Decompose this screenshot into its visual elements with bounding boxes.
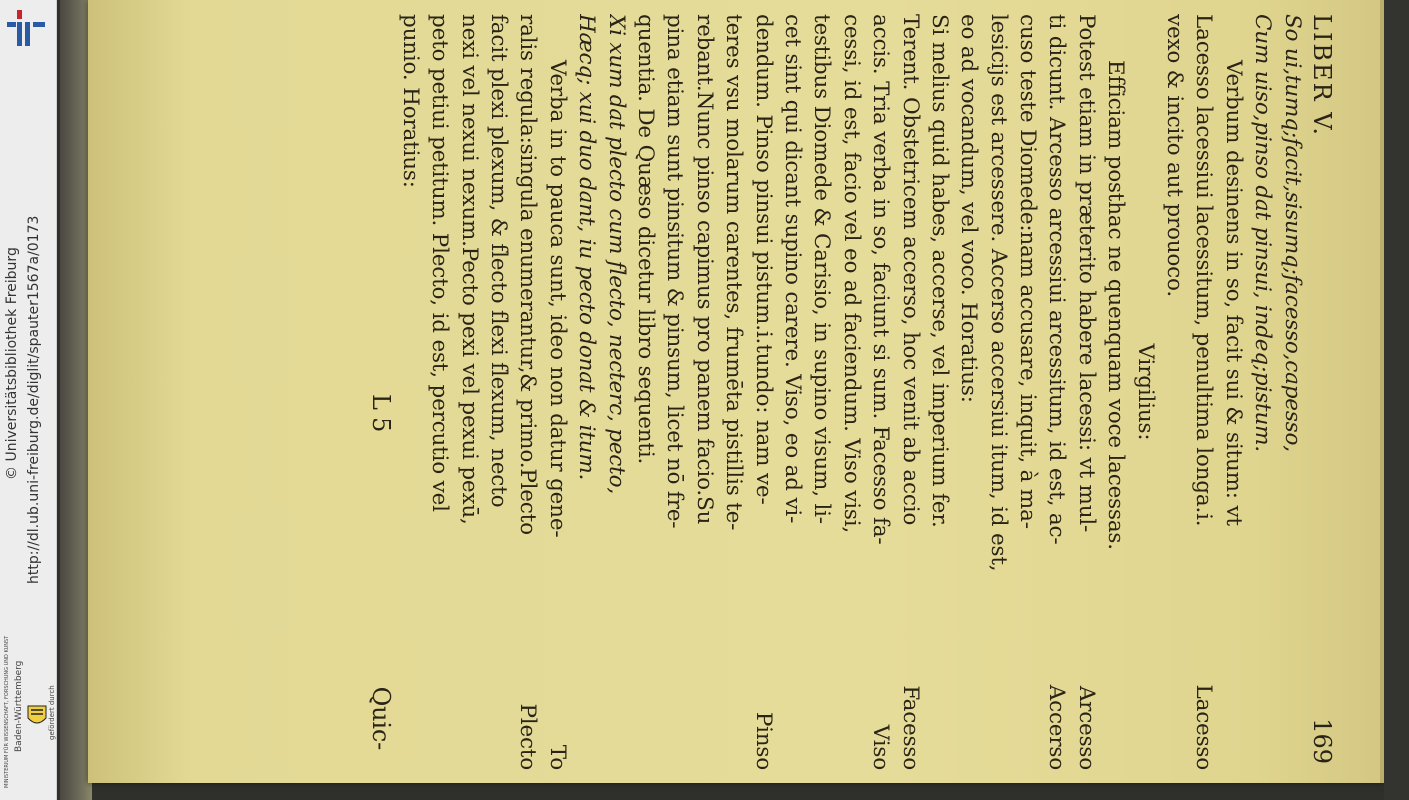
- line-text: Efficiam posthac ne quenquam voce lacessas.: [1103, 60, 1129, 550]
- line-text: Terent. Obstetricem accerso, hoc venit ab accio: [897, 14, 923, 526]
- library-logo-icon[interactable]: [3, 8, 49, 54]
- line-text: Verba in to pauca sunt, ideo non datur gene-: [544, 60, 570, 538]
- margin-note: Pinso: [750, 711, 776, 770]
- line-text: Si melius quid habes, accerse, vel imperium fer.: [926, 14, 952, 528]
- margin-note: Lacesso: [1191, 684, 1217, 770]
- line-text: rebant.Nunc pinso capimus pro panem facio.Su: [691, 14, 717, 525]
- page-text-frame: [300, 0, 1340, 780]
- sponsor-line-2: Baden-Württemberg: [14, 660, 24, 752]
- line-text: pina etiam sunt pinsitum & pinsum, licet nō fre-: [662, 14, 688, 529]
- viewer-sidebar: [0, 0, 57, 800]
- running-header: [1307, 14, 1336, 770]
- margin-note: Viso: [868, 724, 894, 770]
- text-line: [454, 14, 483, 770]
- line-text: Verbum desinens in so, facit sui & situm: vt: [1220, 60, 1246, 526]
- text-lines: [396, 14, 1307, 770]
- text-line: [1189, 14, 1218, 770]
- text-line: [1248, 14, 1277, 770]
- text-line: [1160, 14, 1189, 770]
- text-line: [484, 14, 513, 770]
- line-text: Xi xum dat plecto cum flecto, necterc, pecto,: [603, 14, 629, 494]
- line-text: dendum. Pinso pinsui pistum.i.tundo: nam ve-: [750, 14, 776, 505]
- text-line: [542, 14, 571, 770]
- sponsor-block: [2, 635, 56, 795]
- sponsor-line-4: MINISTERIUM FÜR WISSENSCHAFT, FORSCHUNG UND KUNST: [4, 635, 10, 788]
- text-line: [895, 14, 924, 770]
- line-text: punio. Horatius:: [397, 14, 423, 188]
- text-line: [1101, 14, 1130, 770]
- text-line: [601, 14, 630, 770]
- copyright-notice: © Universitätsbibliothek Freiburg: [4, 247, 20, 480]
- text-line: [513, 14, 542, 770]
- text-line: [983, 14, 1012, 770]
- line-text: peto petiui petitum. Plecto, id est, percutio vel: [427, 14, 453, 512]
- text-line: [572, 14, 601, 770]
- line-text: facit plexi plexum, & flecto flexi flexum, necto: [486, 14, 512, 508]
- text-line: [1277, 14, 1306, 770]
- text-line: [836, 14, 865, 770]
- text-line: [1218, 14, 1247, 770]
- text-line: [719, 14, 748, 770]
- line-text: quentia. De Quæso dicetur libro sequenti.: [633, 14, 659, 465]
- state-crest-icon: [26, 704, 48, 730]
- signature-line: [366, 14, 395, 770]
- margin-note: Arcesso: [1073, 685, 1099, 770]
- text-line: [396, 14, 425, 770]
- line-text: Lacesso lacessiui lacessitum, penultima longa.i.: [1191, 14, 1217, 527]
- text-line: [925, 14, 954, 770]
- line-text: cet sint qui dicant supino carere. Viso, eo ad vi-: [779, 14, 805, 524]
- line-text: cuso teste Diomede:nam accusare, inquit, à ma-: [1015, 14, 1041, 529]
- text-line: [1042, 14, 1071, 770]
- text-line: [1013, 14, 1042, 770]
- scan-border: [1384, 0, 1409, 800]
- text-line: [689, 14, 718, 770]
- margin-note: To: [544, 744, 570, 770]
- page-text: [300, 0, 1340, 780]
- text-line: [425, 14, 454, 770]
- text-line: [660, 14, 689, 770]
- line-text: lesicijs est arcessere. Accerso accersiui itum, id est,: [985, 14, 1011, 572]
- line-text: So ui,tumq;facit,sisumq;facesso,capesso,: [1279, 14, 1305, 452]
- line-text: accis. Tria verba in so, faciunt si sum. Facesso fa-: [868, 14, 894, 545]
- text-line: [631, 14, 660, 770]
- text-line: [1130, 14, 1159, 770]
- line-text: ti dicunt. Arcesso arcessiui arcessitum, id est, ac-: [1044, 14, 1070, 545]
- text-line: [807, 14, 836, 770]
- text-line: [778, 14, 807, 770]
- margin-note: Facesso: [897, 685, 923, 770]
- line-text: nexi vel nexui nexum.Pecto pexi vel pexui pexū,: [456, 14, 482, 525]
- line-text: cessi, id est, facio vel eo ad faciendum. Viso visi,: [838, 14, 864, 534]
- line-text: ralis regula:singula enumerantur,& primo.Plecto: [515, 14, 541, 535]
- margin-note: Plecto: [515, 703, 541, 770]
- catchword: Quic-: [367, 686, 396, 750]
- text-line: [866, 14, 895, 770]
- sponsor-line-1: gefördert durch: [48, 685, 56, 740]
- running-title: LIBER V.: [1308, 14, 1336, 138]
- text-line: [954, 14, 983, 770]
- line-text: teres vsu molarum carentes, frumēta pistillis te-: [721, 14, 747, 531]
- margin-note: Accerso: [1044, 684, 1070, 770]
- line-text: Hæcq; xui duo dant, iu pecto donat & itum.: [574, 14, 600, 481]
- signature-mark: L 5: [367, 394, 396, 433]
- text-line: [1071, 14, 1100, 770]
- line-text: Virgilius:: [1132, 343, 1158, 441]
- page-number: 169: [1308, 718, 1336, 764]
- line-text: vexo & incito aut prouoco.: [1162, 14, 1188, 297]
- line-text: Cum uiso,pinso dat pinsui, indeq;pistum.: [1250, 14, 1276, 452]
- document-url-link[interactable]: http://dl.ub.uni-freiburg.de/diglit/spauter1567a/0173: [26, 215, 42, 584]
- line-text: testibus Diomede & Carisio, in supino visum, li-: [809, 14, 835, 524]
- line-text: Potest etiam in præterito habere lacessi: vt mul-: [1073, 14, 1099, 533]
- line-text: eo ad vocandum, vel voco. Horatius:: [956, 14, 982, 403]
- text-line: [748, 14, 777, 770]
